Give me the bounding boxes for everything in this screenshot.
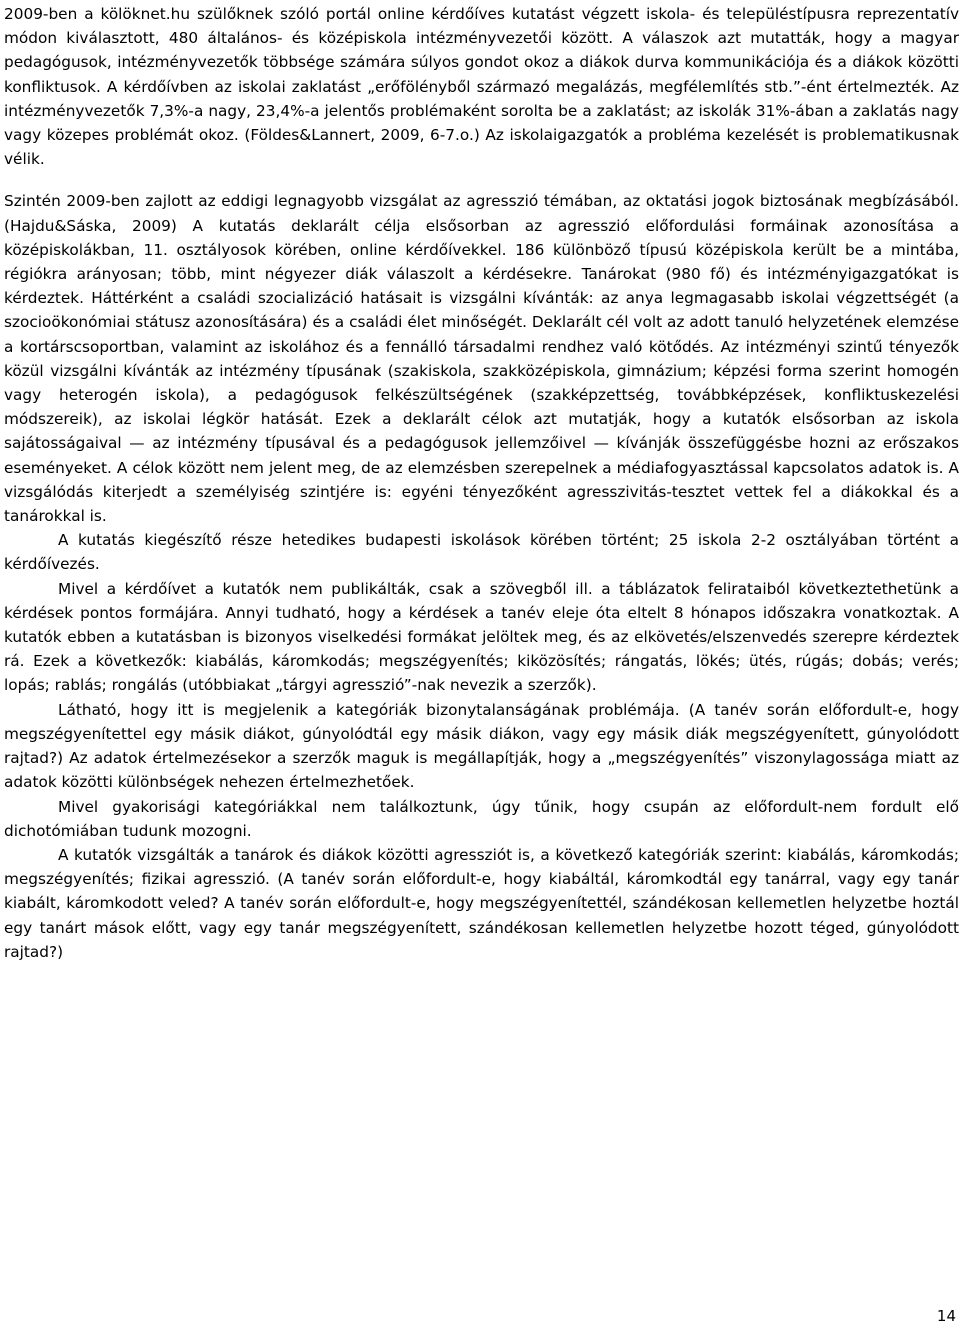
page-number: 14 [936, 1307, 956, 1325]
paragraph-teacher-student-aggression: A kutatók vizsgálták a tanárok és diákok közötti agressziót is, a következő kategóriák szerint: kiabálás, káromkodás; megszégyenítés; fizikai agresszió. (A tanév során előfordult-e, hogy kiabáltál, káromkodtál egy tanárral, vagy egy tanár kiabált, káromkodott veled? A tanév során előfordult-e, hogy megszégyenítettél, szándékosan kellemetlen helyzetbe hoztál egy tanárt mások előtt, vagy egy tanár megszégyenített, szándékosan kellemetlen helyzetbe hozott téged, gúnyolódott rajtad?) [4, 845, 959, 961]
paragraph-frequency-categories: Mivel gyakorisági kategóriákkal nem találkoztunk, úgy tűnik, hogy csupán az előfordult-nem fordult elő dichotómiában tudunk mozogni. [4, 797, 959, 840]
paragraph-category-uncertainty: Látható, hogy itt is megjelenik a kategóriák bizonytalanságának problémája. (A tanév során előfordult-e, hogy megszégyenítettel egy másik diákot, gúnyolódtál egy másik diákon, vagy egy másik diák megszégyenített, gúnyolódott rajtad?) Az adatok értelmezésekor a szerzők maguk is megállapítják, hogy a „megszégyenítés” viszonylagossága miatt az adatok közötti különbségek nehezen értelmezhetőek. [4, 700, 959, 792]
paragraph-supplementary-research: A kutatás kiegészítő része hetedikes budapesti iskolások körében történt; 25 iskola 2-2 osztályában történt a kérdőívezés. [4, 531, 959, 574]
paragraph-questionnaire-form: Mivel a kérdőívet a kutatók nem publikálták, csak a szövegből ill. a táblázatok felirataiból következtethetünk a kérdések pontos formájára. Annyi tudható, hogy a kérdések a tanév eleje óta eltelt 8 hónapos időszakra vonatkoztak. A kutatók ebben a kutatásban is bizonyos viselkedési formákat jelöltek meg, és az elkövetés/elszenvedés szerepre kérdeztek rá. Ezek a következők: kiabálás, káromkodás; megszégyenítés; kiközösítés; rángatás, lökés; ütés, rúgás; dobás; verés; lopás; rablás; rongálás (utóbbiakat „tárgyi agresszió”-nak nevezik a szerzők). [4, 579, 959, 695]
document-page [4, 2, 959, 964]
paragraph-kolokonet-survey: 2009-ben a kölöknet.hu szülőknek szóló portál online kérdőíves kutatást végzett iskola- és településtípusra reprezentatív módon kiválasztott, 480 általános- és középiskola intézményvezetői között. A válaszok azt mutatták, hogy a magyar pedagógusok, intézményvezetők többsége számára súlyos gondot okoz a diákok durva kommunikációja és a diákok közötti konfliktusok. A kérdőívben az iskolai zaklatást „erőfölényből származó megalázás, megfélemlítés stb.”-ént értelmezték. Az intézményvezetők 7,3%-a nagy, 23,4%-a jelentős problémaként sorolta be a zaklatást; az iskolák 31%-ában a zaklatás nagy vagy közepes problémát okoz. (Földes&Lannert, 2009, 6-7.o.) Az iskolaigazgatók a probléma kezelését is problematikusnak vélik. [4, 5, 959, 169]
paragraph-ombudsman-study: Szintén 2009-ben zajlott az eddigi legnagyobb vizsgálat az agresszió témában, az oktatási jogok biztosának megbízásából. (Hajdu&Sáska, 2009) A kutatás deklarált célja elsősorban az agresszió előfordulási formáinak azonosítása a középiskolákban, 11. osztályosok körében, online kérdőívekkel. 186 különböző típusú középiskola került be a mintába, régiókra arányosan; több, mint négyezer diák válaszolt a kérdésekre. Tanárokat (980 fő) és intézményigazgatókat is kérdeztek. Háttérként a családi szocializáció hatásait is vizsgálni kívánták: az anya legmagasabb iskolai végzettségét (a szocioökonómiai státusz azonosítására) és a családi élet minőségét. Deklarált cél volt az adott tanuló helyzetének elemzése a kortárscsoportban, valamint az iskolához és a fennálló társadalmi rendhez való kötődés. Az intézményi szintű tényezők közül vizsgálni kívánták az intézmény típusának (szakiskola, szakközépiskola, gimnázium; képzési forma szerint homogén vagy heterogén iskola), a pedagógusok felkészültségének (szakképzettség, továbbképzések, konfliktuskezelési módszereik), az iskolai légkör hatását. Ezek a deklarált célok azt mutatják, hogy a kutatók elsősorban az iskola sajátosságaival — az intézmény típusával és a pedagógusok jellemzőivel — kívánják összefüggésbe hozni az erőszakos eseményeket. A célok között nem jelent meg, de az elemzésben szerepelnek a médiafogyasztással kapcsolatos adatok is. A vizsgálódás kiterjedt a személyiség szintjére is: egyéni tényezőként agresszivitás-tesztet vettek fel a diákokkal és a tanárokkal is. [4, 192, 959, 526]
